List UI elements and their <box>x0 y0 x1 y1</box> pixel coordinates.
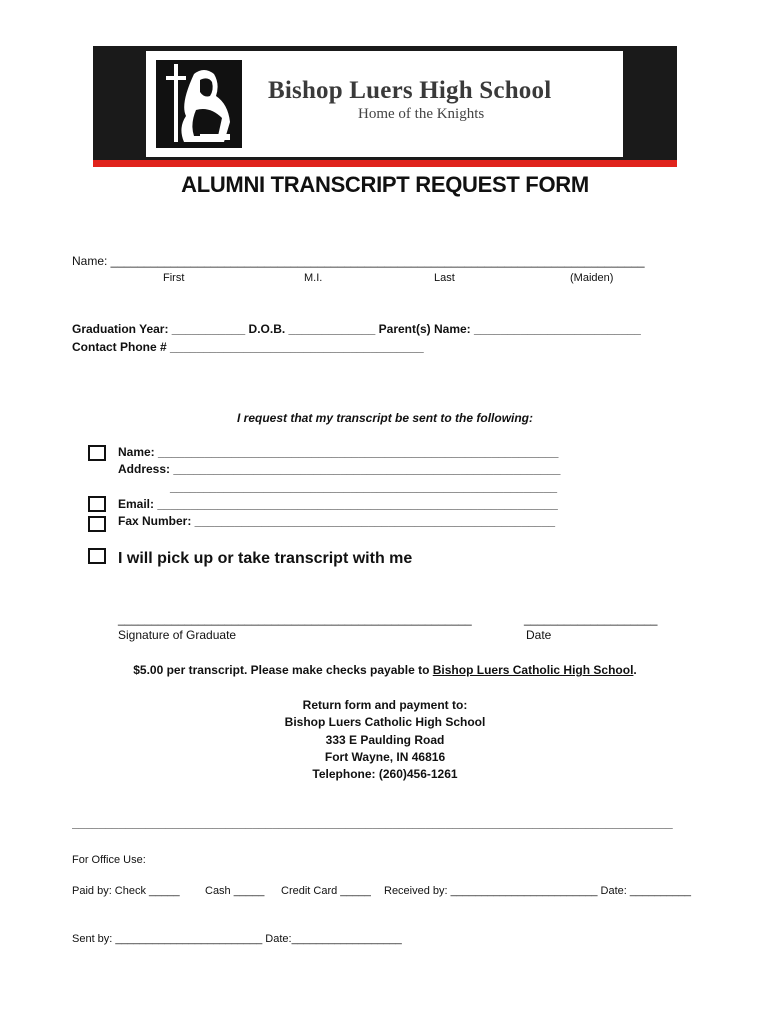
sent-by-field[interactable]: Sent by: ________________________ Date:__________________ <box>72 933 402 945</box>
office-use-label: For Office Use: <box>72 854 146 866</box>
name-sub-mi: M.I. <box>304 272 323 284</box>
recipient-email-field[interactable]: Email: ____________________________________________________________ <box>118 497 558 511</box>
date-label: Date <box>526 628 552 642</box>
return-line-5: Telephone: (260)456-1261 <box>312 767 458 781</box>
contact-phone-field[interactable]: Contact Phone # ______________________________________ <box>72 340 424 354</box>
name-sub-last: Last <box>434 272 455 284</box>
return-line-2: Bishop Luers Catholic High School <box>284 715 486 729</box>
name-sub-first: First <box>163 272 185 284</box>
paid-by-cash-field[interactable]: Cash _____ <box>205 885 265 897</box>
return-line-4: Fort Wayne, IN 46816 <box>324 750 446 764</box>
received-by-field[interactable]: Received by: ________________________ Date: __________ <box>384 885 692 897</box>
pickup-label: I will pick up or take transcript with me <box>118 550 413 567</box>
header-red-stripe <box>93 160 677 167</box>
fax-checkbox[interactable] <box>88 516 106 532</box>
section-divider: __________________________________________________________________________________________ <box>72 816 673 830</box>
signature-label: Signature of Graduate <box>118 628 237 642</box>
fee-note <box>0 663 770 677</box>
recipient-fax-field[interactable]: Fax Number: ______________________________________________________ <box>118 514 556 528</box>
fee-end: . <box>633 663 637 677</box>
email-checkbox[interactable] <box>88 496 106 512</box>
form-title: ALUMNI TRANSCRIPT REQUEST FORM <box>181 172 589 197</box>
recipient-address-field[interactable]: Address: __________________________________________________________ <box>118 462 561 476</box>
date-line[interactable]: ____________________ <box>524 612 658 626</box>
return-line-1: Return form and payment to: <box>302 698 468 712</box>
recipient-address-line2[interactable]: __________________________________________________________ <box>170 480 558 494</box>
fee-payee: Bishop Luers Catholic High School <box>432 663 634 677</box>
name-sub-maiden: (Maiden) <box>570 272 614 284</box>
graduation-dob-parents-field[interactable]: Graduation Year: ___________ D.O.B. _____________ Parent(s) Name: _________________________ <box>72 322 641 336</box>
knight-logo-icon <box>150 54 248 154</box>
paid-by-credit-field[interactable]: Credit Card _____ <box>281 885 371 897</box>
recipient-name-field[interactable]: Name: ____________________________________________________________ <box>118 445 559 459</box>
request-statement: I request that my transcript be sent to the following: <box>236 411 534 425</box>
school-tagline: Home of the Knights <box>358 106 485 122</box>
signature-line[interactable]: _____________________________________________________ <box>118 612 472 626</box>
name-field[interactable]: Name: ________________________________________________________________________________ <box>72 254 645 268</box>
name-address-checkbox[interactable] <box>88 445 106 461</box>
paid-by-check-field[interactable]: Paid by: Check _____ <box>72 885 180 897</box>
fee-text: $5.00 per transcript. Please make checks payable to <box>133 663 433 677</box>
pickup-checkbox[interactable] <box>88 548 106 564</box>
return-line-3: 333 E Paulding Road <box>325 733 445 747</box>
school-name: Bishop Luers High School <box>268 77 552 104</box>
